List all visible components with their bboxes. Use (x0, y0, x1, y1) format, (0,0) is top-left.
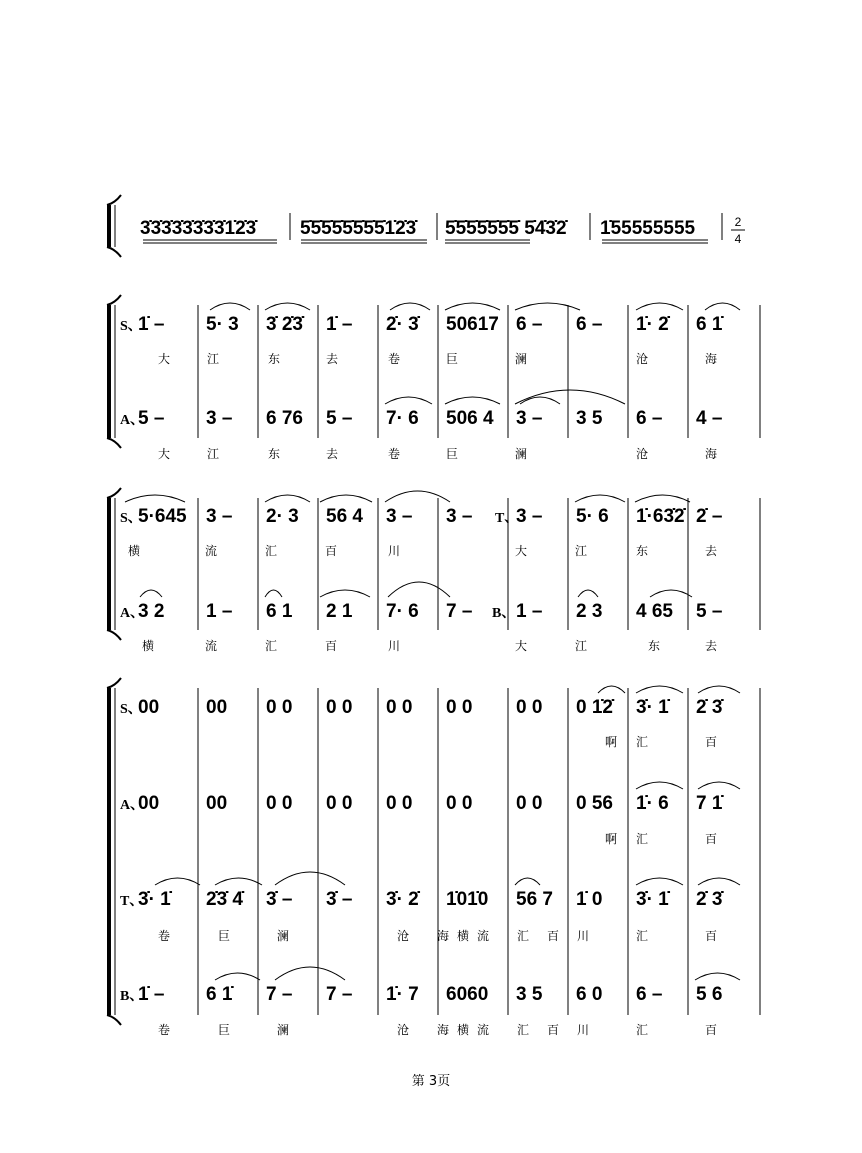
sys3-s2-lyric-4: 沧 (397, 929, 410, 943)
sys3-s3-slur-2 (695, 973, 740, 980)
sys3-s2-measure-1: 3̇· 1̇ (138, 889, 171, 910)
sys1-s1-lyric-7: 澜 (515, 447, 528, 461)
sys1-s0-lyric-9: 海 (705, 352, 718, 366)
sys3-s0-lyric-3: 百 (705, 735, 718, 749)
sys2-s0-slur-4 (575, 495, 625, 502)
sys3-s2-lyric-5: 海 (437, 929, 450, 943)
sys1-s0-measure-3: 3̇ 2̇3̇ (266, 314, 303, 335)
sys1-s0-lyric-5: 卷 (388, 352, 401, 366)
sys1-s1-lyric-2: 江 (207, 447, 220, 461)
sys3-s3-lyric-5: 海 (437, 1023, 450, 1037)
sys2-s1-measure-7: 1 – (516, 601, 543, 622)
sys2-s1-lyric-6: 大 (515, 639, 528, 653)
sys3-s2-slur-0 (155, 878, 200, 885)
sys1-s1-measure-3: 6 76 (266, 408, 303, 429)
sys2-label-0: S、 (120, 511, 142, 526)
sys1-s1-measure-8: 3 5 (576, 408, 603, 429)
sys1-s0-slur-0 (210, 303, 250, 310)
sys3-s2-slur-3 (515, 878, 540, 885)
sys3-s3-measure-9: 6 – (636, 984, 663, 1005)
sys3-s3-measure-2: 6 1̇ (206, 984, 233, 1005)
sys2-s0-measure-7: 3 – (516, 506, 543, 527)
sys1-s1-measure-5: 7· 6 (386, 408, 419, 429)
sys3-s0-measure-2: 00 (206, 697, 228, 718)
sys1-s1-slur-1 (445, 397, 500, 404)
sys3-label-0: S、 (120, 702, 142, 717)
sys3-s3-lyric-4: 沧 (397, 1023, 410, 1037)
sys1-s0-lyric-7: 澜 (515, 352, 528, 366)
sys3-s2-slur-5 (698, 878, 740, 885)
sys3-s3-slur-1 (275, 967, 345, 980)
sys1-s0-measure-9: 1̇· 2̇ (636, 314, 669, 335)
sys1-s0-slur-4 (515, 303, 580, 310)
sys1-s1-measure-7: 3 – (516, 408, 543, 429)
page-number: 第 3页 (411, 1074, 451, 1089)
sys3-s2-measure-2: 2̇3̇ 4̇ (206, 889, 243, 910)
intro-measure-3: 5̇5̇5̇5̇5̇5̇5̇ 5̇4̇3̇2̇ (445, 218, 567, 239)
sys1-bracket (107, 305, 111, 438)
sys3-s0-slur-1 (636, 686, 683, 693)
sys1-s1-measure-9: 6 – (636, 408, 663, 429)
sys2-s1-measure-9: 4 65 (636, 601, 673, 622)
sys3-s1-measure-7: 0 0 (516, 793, 543, 814)
sys2-s0-measure-4: 56 4 (326, 506, 363, 527)
sys1-s1-lyric-6: 巨 (446, 447, 459, 461)
sys3-s0-measure-10: 2̇ 3̇ (696, 697, 723, 718)
sys3-s2-lyric-6: 横 (457, 929, 470, 943)
sys3-label-2: T、 (120, 894, 144, 909)
sys2-bracket (107, 498, 111, 630)
sys1-s0-lyric-3: 东 (268, 352, 281, 366)
sys1-s1-lyric-4: 去 (326, 447, 339, 461)
intro-bracket (107, 205, 111, 247)
sys2-s0-lyric-2: 流 (205, 544, 218, 558)
sys2-s0-measure-3: 2· 3 (266, 506, 299, 527)
sys1-s0-slur-3 (445, 303, 500, 310)
sys3-s1-lyric-3: 百 (705, 832, 718, 846)
sys2-s1-measure-4: 2 1 (326, 601, 353, 622)
sys3-s0-measure-3: 0 0 (266, 697, 293, 718)
sys2-s0-lyric-1: 横 (128, 544, 141, 558)
sys2-s0-slur-5 (635, 495, 690, 502)
sys3-s2-measure-5: 3̇· 2̇ (386, 889, 419, 910)
sys1-s0-measure-8: 6 – (576, 314, 603, 335)
sys3-s3-lyric-11: 汇 (636, 1023, 649, 1037)
sys2-s0-measure-6: 3 – (446, 506, 473, 527)
sys3-s0-slur-0 (598, 686, 625, 693)
sys2-s0-lyric-8: 东 (636, 544, 649, 558)
sys3-s3-lyric-6: 横 (457, 1023, 470, 1037)
sys3-bracket (107, 688, 111, 1015)
sys1-bracket-hook-bottom (107, 438, 121, 448)
sys1-s0-lyric-1: 大 (158, 352, 171, 366)
intro-system (107, 195, 745, 257)
sys3-s0-measure-6: 0 0 (446, 697, 473, 718)
sys3-s1-measure-8: 0 56 (576, 793, 613, 814)
sys2-s0-slur-3 (385, 491, 450, 502)
sys1-s1-lyric-3: 东 (268, 447, 281, 461)
sys3-s3-lyric-3: 澜 (277, 1023, 290, 1037)
sys2-s1-measure-5: 7· 6 (386, 601, 419, 622)
sys2-s0-lyric-6: 大 (515, 544, 528, 558)
sys2-s1-slur-3 (388, 582, 450, 597)
sys3-s3-measure-1: 1̇ – (138, 984, 165, 1005)
intro-measure-2: 5̇5̇5̇5̇5̇5̇5̇5̇1̇2̇3̇ (300, 218, 417, 239)
sys2-s0-measure-1: 5·645 (138, 506, 187, 527)
sys1-s0-measure-2: 5· 3 (206, 314, 239, 335)
sys3-s3-lyric-10: 川 (577, 1023, 590, 1037)
sys2-s1-lyric-7: 江 (575, 639, 588, 653)
sys1-s0-measure-6: 50617 (446, 314, 499, 335)
sys1-label-1: A、 (120, 413, 145, 428)
sys3-s1-measure-1: 00 (138, 793, 160, 814)
sys3-s3-lyric-7: 流 (477, 1023, 490, 1037)
sys3-s0-measure-5: 0 0 (386, 697, 413, 718)
sys1-s1-lyric-5: 卷 (388, 447, 401, 461)
sys3-s1-measure-2: 00 (206, 793, 228, 814)
sys3-s2-lyric-7: 流 (477, 929, 490, 943)
system-2 (107, 488, 760, 653)
sys1-s0-lyric-2: 江 (207, 352, 220, 366)
sys3-bracket-hook-bottom (107, 1015, 121, 1025)
sys3-label-1: A、 (120, 798, 145, 813)
system-1 (107, 295, 760, 461)
intro-measure-4: 1̇55555555 (600, 218, 696, 239)
sys3-s3-measure-4: 7 – (326, 984, 353, 1005)
sys2-s1-measure-3: 6 1 (266, 601, 293, 622)
sys2-s1-lyric-9: 去 (705, 639, 718, 653)
sys1-s0-slur-6 (705, 303, 740, 310)
sys3-s2-lyric-3: 澜 (277, 929, 290, 943)
sys3-bracket-hook-top (107, 678, 121, 688)
sys2-label2-0: T、 (495, 511, 519, 526)
time-signature-bottom: 4 (734, 232, 742, 246)
sys2-s1-lyric-5: 川 (388, 639, 401, 653)
sys1-s0-measure-10: 6 1̇ (696, 314, 723, 335)
sys3-s3-lyric-2: 巨 (218, 1023, 231, 1037)
sys2-s1-measure-8: 2 3 (576, 601, 603, 622)
sys1-s1-measure-1: 5 – (138, 408, 165, 429)
sys1-s0-slur-5 (636, 303, 683, 310)
sys2-s1-measure-1: 3 2 (138, 601, 165, 622)
sys3-s2-measure-10: 2̇ 3̇ (696, 889, 723, 910)
sys3-s3-lyric-8: 汇 (517, 1023, 530, 1037)
sys1-s0-slur-2 (390, 303, 430, 310)
sys3-s1-lyric-2: 汇 (636, 832, 649, 846)
sys2-s1-slur-2 (320, 590, 370, 597)
sys2-s1-lyric-3: 汇 (265, 639, 278, 653)
sys3-s2-slur-4 (636, 878, 683, 885)
sys2-s1-slur-4 (578, 590, 598, 597)
system-3 (107, 678, 760, 1037)
sys2-s0-measure-8: 5· 6 (576, 506, 609, 527)
sys2-s1-slur-1 (265, 590, 282, 597)
sys3-s3-slur-0 (215, 973, 260, 980)
sys3-s3-lyric-1: 卷 (158, 1023, 171, 1037)
sys3-s3-measure-8: 6 0 (576, 984, 603, 1005)
sys3-s2-lyric-1: 卷 (158, 929, 171, 943)
sys3-s1-measure-9: 1̇· 6 (636, 793, 669, 814)
sys3-s0-measure-8: 0 1̇2̇ (576, 697, 613, 718)
sys1-s0-lyric-4: 去 (326, 352, 339, 366)
sys2-s0-lyric-7: 江 (575, 544, 588, 558)
sys3-s0-measure-7: 0 0 (516, 697, 543, 718)
sys2-label-1: A、 (120, 606, 145, 621)
sys1-s0-measure-4: 1̇ – (326, 314, 353, 335)
sys3-s0-lyric-1: 啊 (605, 735, 618, 749)
sys1-s1-measure-10: 4 – (696, 408, 723, 429)
sys3-s3-measure-3: 7 – (266, 984, 293, 1005)
sys3-s3-lyric-9: 百 (547, 1023, 560, 1037)
sys1-s0-lyric-6: 巨 (446, 352, 459, 366)
time-signature-top: 2 (734, 215, 742, 229)
sys1-label-0: S、 (120, 319, 142, 334)
sys1-s1-measure-2: 3 – (206, 408, 233, 429)
sys3-s2-slur-2 (275, 872, 345, 885)
sys3-s3-measure-10: 5 6 (696, 984, 723, 1005)
sys1-s1-slur-0 (385, 397, 432, 404)
sys3-s2-lyric-12: 百 (705, 929, 718, 943)
sys3-s2-measure-9: 3̇· 1̇ (636, 889, 669, 910)
sys1-s1-measure-6: 506 4 (446, 408, 494, 429)
intro-measure-1: 3̇3̇3̇3̇3̇3̇3̇3̇1̇2̇3̇ (140, 218, 257, 239)
sys2-s0-measure-9: 1̇·63̇2̇ (636, 506, 685, 527)
sys2-s1-measure-2: 1 – (206, 601, 233, 622)
sys2-s0-measure-10: 2̇ – (696, 506, 723, 527)
intro-bracket-hook-top (107, 195, 121, 205)
sys3-s1-measure-5: 0 0 (386, 793, 413, 814)
sys3-s2-lyric-10: 川 (577, 929, 590, 943)
sys3-s1-lyric-1: 啊 (605, 832, 618, 846)
sys3-s0-slur-2 (698, 686, 740, 693)
sys1-s0-measure-1: 1̇ – (138, 314, 165, 335)
sys1-s1-lyric-9: 海 (705, 447, 718, 461)
sys2-s0-measure-5: 3 – (386, 506, 413, 527)
sys1-s0-slur-1 (265, 303, 310, 310)
sys3-s3-measure-7: 3 5 (516, 984, 543, 1005)
sys1-s1-lyric-8: 沧 (636, 447, 649, 461)
sys2-s0-lyric-4: 百 (325, 544, 338, 558)
sys2-s1-measure-10: 5 – (696, 601, 723, 622)
sys3-s1-slur-0 (636, 782, 683, 789)
sys2-bracket-hook-top (107, 488, 121, 498)
sys2-label2-1: B、 (492, 606, 516, 621)
sys3-s1-measure-4: 0 0 (326, 793, 353, 814)
sys3-s3-measure-6: 6060 (446, 984, 489, 1005)
sys1-s1-measure-4: 5 – (326, 408, 353, 429)
sys2-s0-measure-2: 3 – (206, 506, 233, 527)
sys1-s0-measure-7: 6 – (516, 314, 543, 335)
sys3-s3-lyric-12: 百 (705, 1023, 718, 1037)
sys2-s1-lyric-4: 百 (325, 639, 338, 653)
sys3-s2-measure-4: 3̇ – (326, 889, 353, 910)
sys3-s2-lyric-2: 巨 (218, 929, 231, 943)
sys1-s1-lyric-1: 大 (158, 447, 171, 461)
sys1-s0-lyric-8: 沧 (636, 352, 649, 366)
sys3-s2-measure-6: 1̇01̇0 (446, 889, 489, 910)
sys2-s0-slur-1 (265, 495, 310, 502)
sys3-s2-measure-3: 3̇ – (266, 889, 293, 910)
sys1-bracket-hook-top (107, 295, 121, 305)
sys2-s0-slur-0 (125, 495, 185, 502)
sys2-s0-lyric-9: 去 (705, 544, 718, 558)
sys3-s1-measure-3: 0 0 (266, 793, 293, 814)
sys2-s1-lyric-2: 流 (205, 639, 218, 653)
sys3-s0-measure-9: 3̇· 1̇ (636, 697, 669, 718)
sys2-s1-slur-0 (140, 590, 162, 597)
sys2-s1-lyric-8: 东 (648, 639, 661, 653)
sys3-s2-lyric-9: 百 (547, 929, 560, 943)
sys3-s0-measure-1: 00 (138, 697, 160, 718)
sys1-s1-slur-3 (520, 397, 560, 404)
sys3-label-3: B、 (120, 989, 144, 1004)
sys1-s1-slur-2 (515, 390, 625, 404)
sys2-s0-lyric-5: 川 (388, 544, 401, 558)
sys3-s1-measure-10: 7 1̇ (696, 793, 723, 814)
sys3-s0-lyric-2: 汇 (636, 735, 649, 749)
sys3-s2-lyric-11: 汇 (636, 929, 649, 943)
sys3-s3-measure-5: 1̇· 7 (386, 984, 419, 1005)
sys3-s2-slur-1 (215, 878, 262, 885)
sys2-bracket-hook-bottom (107, 630, 121, 640)
sys2-s1-slur-5 (650, 590, 692, 597)
sys3-s1-measure-6: 0 0 (446, 793, 473, 814)
sys1-s0-measure-5: 2̇· 3̇ (386, 314, 419, 335)
sys2-s0-slur-2 (320, 495, 372, 502)
intro-bracket-hook-bottom (107, 247, 121, 257)
sys3-s0-measure-4: 0 0 (326, 697, 353, 718)
sys3-s1-slur-1 (698, 782, 740, 789)
sys3-s2-lyric-8: 汇 (517, 929, 530, 943)
sys2-s1-lyric-1: 横 (142, 639, 155, 653)
sys2-s1-measure-6: 7 – (446, 601, 473, 622)
sys3-s2-measure-8: 1̇ 0 (576, 889, 603, 910)
sys3-s2-measure-7: 56 7 (516, 889, 553, 910)
sys2-s0-lyric-3: 汇 (265, 544, 278, 558)
